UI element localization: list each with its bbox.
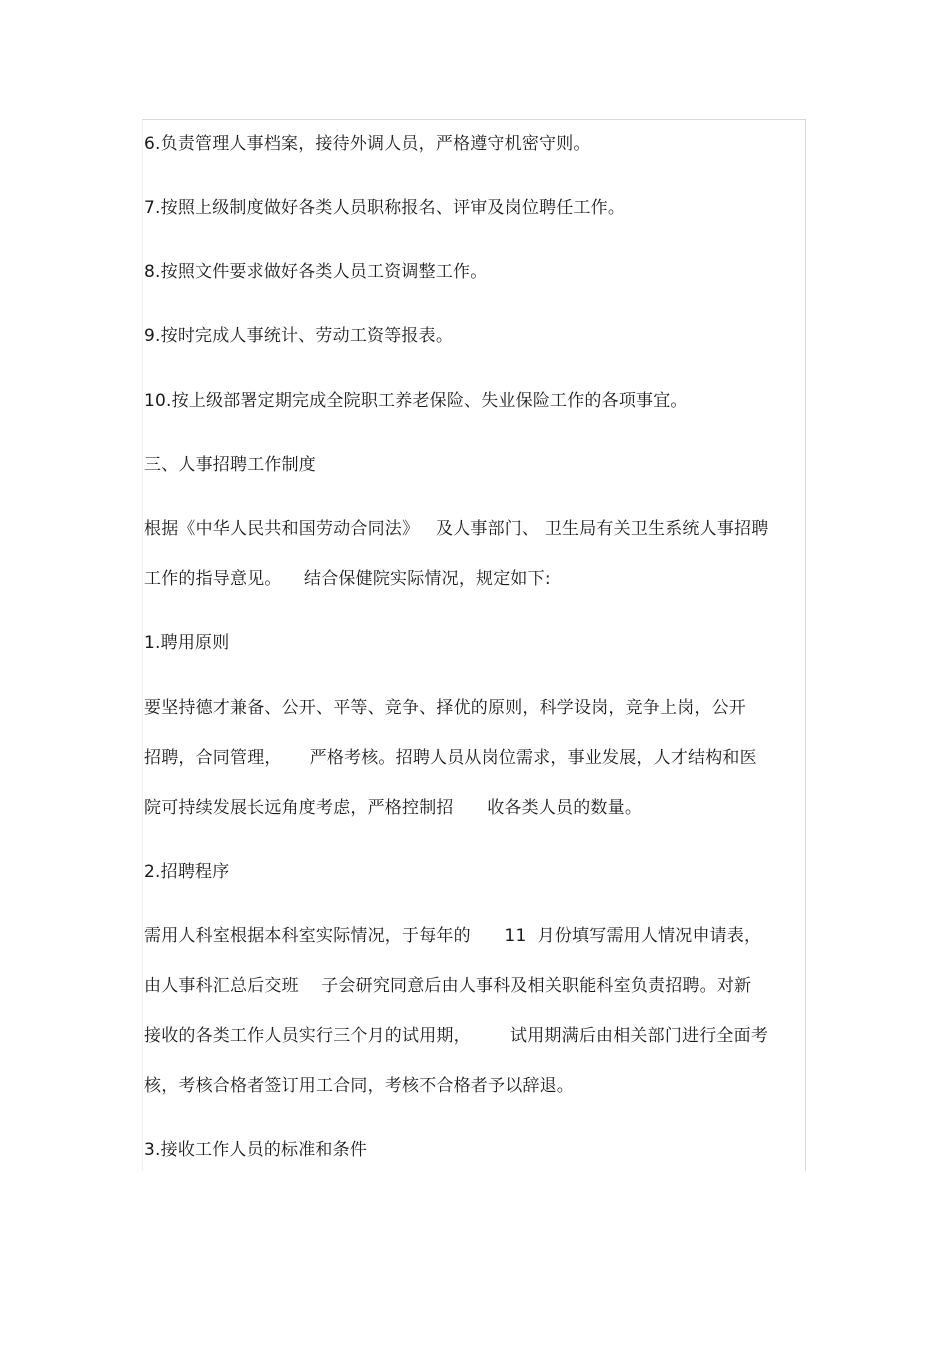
text-line: 要坚持德才兼备、公开、平等、竞争、择优的原则，科学设岗，竞争上岗，公开 <box>144 698 746 718</box>
text-line: 核，考核合格者签订用工合同，考核不合格者予以辞退。 <box>144 1076 574 1096</box>
text-line: 8.按照文件要求做好各类人员工资调整工作。 <box>144 262 488 282</box>
text-line: 7.按照上级制度做好各类人员职称报名、评审及岗位聘任工作。 <box>144 198 626 218</box>
text-line: 6.负责管理人事档案，接待外调人员，严格遵守机密守则。 <box>144 134 591 154</box>
text-line: 院可持续发展长远角度考虑，严格控制招 收各类人员的数量。 <box>144 798 643 818</box>
text-line: 由人事科汇总后交班 子会研究同意后由人事科及相关职能科室负责招聘。对新 <box>144 976 752 996</box>
text-line: 10.按上级部署定期完成全院职工养老保险、失业保险工作的各项事宜。 <box>144 391 688 411</box>
text-line: 接收的各类工作人员实行三个月的试用期， 试用期满后由相关部门进行全面考 <box>144 1026 769 1046</box>
text-line: 9.按时完成人事统计、劳动工资等报表。 <box>144 326 454 346</box>
section-heading: 三、人事招聘工作制度 <box>144 455 316 475</box>
subsection-heading: 3.接收工作人员的标准和条件 <box>144 1140 368 1160</box>
text-line: 需用人科室根据本科室实际情况，于每年的 11 月份填写需用人情况申请表， <box>144 926 762 946</box>
text-line: 根据《中华人民共和国劳动合同法》 及人事部门、 卫生局有关卫生系统人事招聘 <box>144 519 769 539</box>
subsection-heading: 2.招聘程序 <box>144 862 230 882</box>
text-line: 招聘，合同管理， 严格考核。招聘人员从岗位需求，事业发展，人才结构和医 <box>144 748 757 768</box>
subsection-heading: 1.聘用原则 <box>144 633 230 653</box>
text-line: 工作的指导意见。 结合保健院实际情况，规定如下: <box>144 569 551 589</box>
